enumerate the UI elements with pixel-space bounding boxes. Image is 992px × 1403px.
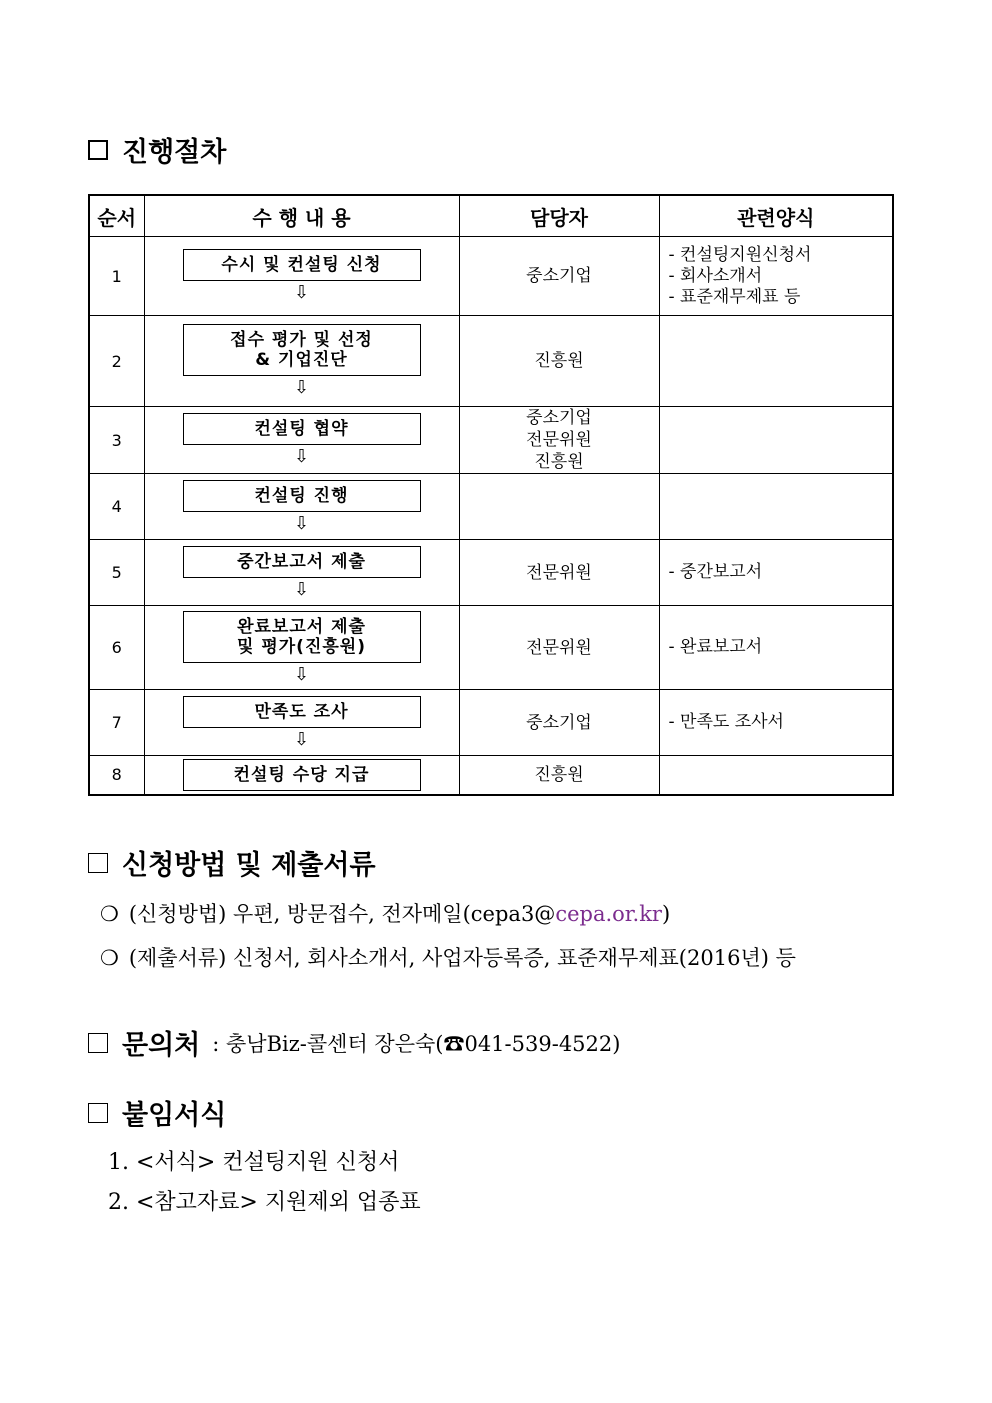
form-item: - 회사소개서 (668, 265, 763, 286)
down-arrow-icon: ⇩ (293, 446, 310, 467)
application-method-text: (신청방법) 우편, 방문접수, 전자메일(cepa3@ (128, 902, 556, 926)
down-arrow-icon: ⇩ (293, 377, 310, 398)
application-method (100, 898, 670, 928)
table-row (89, 407, 893, 474)
application-documents-text: (제출서류) 신청서, 회사소개서, 사업자등록증, 표준재무제표(2016년) 등 (128, 946, 796, 970)
table-row (89, 540, 893, 606)
step-cell (144, 316, 459, 407)
step-box (183, 413, 421, 445)
related-forms (659, 237, 893, 316)
step-label: 완료보고서 제출 (237, 616, 366, 637)
circle-bullet-icon: ❍ (100, 902, 119, 926)
table-row (89, 474, 893, 540)
step-box (183, 480, 421, 512)
procedure-title (88, 130, 226, 169)
header-order: 순서 (89, 195, 144, 237)
step-cell (144, 690, 459, 756)
procedure-table (88, 194, 894, 796)
step-number: 6 (89, 606, 144, 690)
header-content: 수 행 내 용 (144, 195, 459, 237)
related-forms (659, 606, 893, 690)
step-box (183, 546, 421, 578)
table-row (89, 606, 893, 690)
step-number: 1 (89, 237, 144, 316)
form-item: - 완료보고서 (668, 637, 763, 657)
step-number: 8 (89, 756, 144, 795)
down-arrow-icon: ⇩ (293, 512, 310, 534)
person-in-charge: 중소기업 (459, 690, 659, 756)
step-box (183, 759, 421, 791)
contact-detail: : 충남Biz-콜센터 장은숙(☎041-539-4522) (212, 1031, 621, 1056)
step-label: 수시 및 컨설팅 신청 (221, 255, 382, 275)
person-in-charge (459, 474, 659, 540)
application-documents (100, 942, 796, 972)
person-in-charge: 진흥원 (459, 756, 659, 795)
procedure-title-text: 진행절차 (122, 137, 227, 168)
table-row (89, 690, 893, 756)
step-cell (144, 540, 459, 606)
table-row (89, 237, 893, 316)
step-label: 컨설팅 진행 (254, 485, 349, 506)
table-row (89, 316, 893, 407)
step-box (183, 324, 421, 376)
step-label: 만족도 조사 (254, 701, 349, 722)
step-number: 2 (89, 316, 144, 407)
checkbox-square-icon (88, 853, 108, 873)
step-cell (144, 606, 459, 690)
step-number: 7 (89, 690, 144, 756)
application-method-tail: ) (661, 902, 671, 926)
circle-bullet-icon: ❍ (100, 946, 119, 970)
form-item: - 중간보고서 (668, 562, 763, 582)
step-label: 중간보고서 제출 (237, 551, 366, 572)
step-cell (144, 237, 459, 316)
step-number: 3 (89, 407, 144, 474)
step-label-line2: 및 평가(진흥원) (237, 636, 366, 657)
step-cell (144, 756, 459, 795)
attachment-item: 1. <서식> 컨설팅지원 신청서 (108, 1150, 400, 1175)
related-forms (659, 756, 893, 795)
application-title (88, 843, 376, 882)
form-item: - 컨설팅지원신청서 (668, 244, 812, 265)
related-forms (659, 407, 893, 474)
application-title-text: 신청방법 및 제출서류 (122, 850, 376, 881)
contact-title-text: 문의처 (122, 1030, 201, 1061)
related-forms (659, 540, 893, 606)
step-box (183, 249, 421, 281)
step-cell (144, 407, 459, 474)
header-forms: 관련양식 (659, 195, 893, 237)
step-label: 컨설팅 협약 (254, 419, 349, 439)
step-box (183, 611, 421, 663)
email-link[interactable]: cepa.or.kr (555, 902, 662, 926)
table-header-row (89, 195, 893, 237)
checkbox-square-icon (88, 140, 108, 160)
person-in-charge: 전문위원 (459, 540, 659, 606)
person-in-charge: 전문위원 (459, 606, 659, 690)
down-arrow-icon: ⇩ (293, 728, 310, 750)
related-forms (659, 316, 893, 407)
checkbox-square-icon (88, 1033, 108, 1053)
step-box (183, 696, 421, 728)
person-in-charge: 진흥원 (459, 316, 659, 407)
person-in-charge: 중소기업 전문위원 진흥원 (459, 407, 659, 474)
header-person: 담당자 (459, 195, 659, 237)
step-number: 4 (89, 474, 144, 540)
checkbox-square-icon (88, 1103, 108, 1123)
step-number: 5 (89, 540, 144, 606)
form-item: - 만족도 조사서 (668, 712, 784, 732)
down-arrow-icon: ⇩ (293, 663, 310, 685)
related-forms (659, 690, 893, 756)
step-cell (144, 474, 459, 540)
form-item: - 표준재무제표 등 (668, 286, 801, 307)
step-label: 컨설팅 수당 지급 (233, 764, 370, 785)
step-label-line2: & 기업진단 (255, 350, 348, 370)
attachments-title (88, 1093, 226, 1132)
contact-title (88, 1023, 620, 1062)
attachment-item: 2. <참고자료> 지원제외 업종표 (108, 1190, 421, 1215)
attachments-title-text: 붙임서식 (122, 1100, 227, 1131)
table-row (89, 756, 893, 795)
related-forms (659, 474, 893, 540)
down-arrow-icon: ⇩ (293, 578, 310, 600)
person-in-charge: 중소기업 (459, 237, 659, 316)
down-arrow-icon: ⇩ (293, 282, 310, 303)
step-label: 접수 평가 및 선정 (230, 330, 373, 350)
